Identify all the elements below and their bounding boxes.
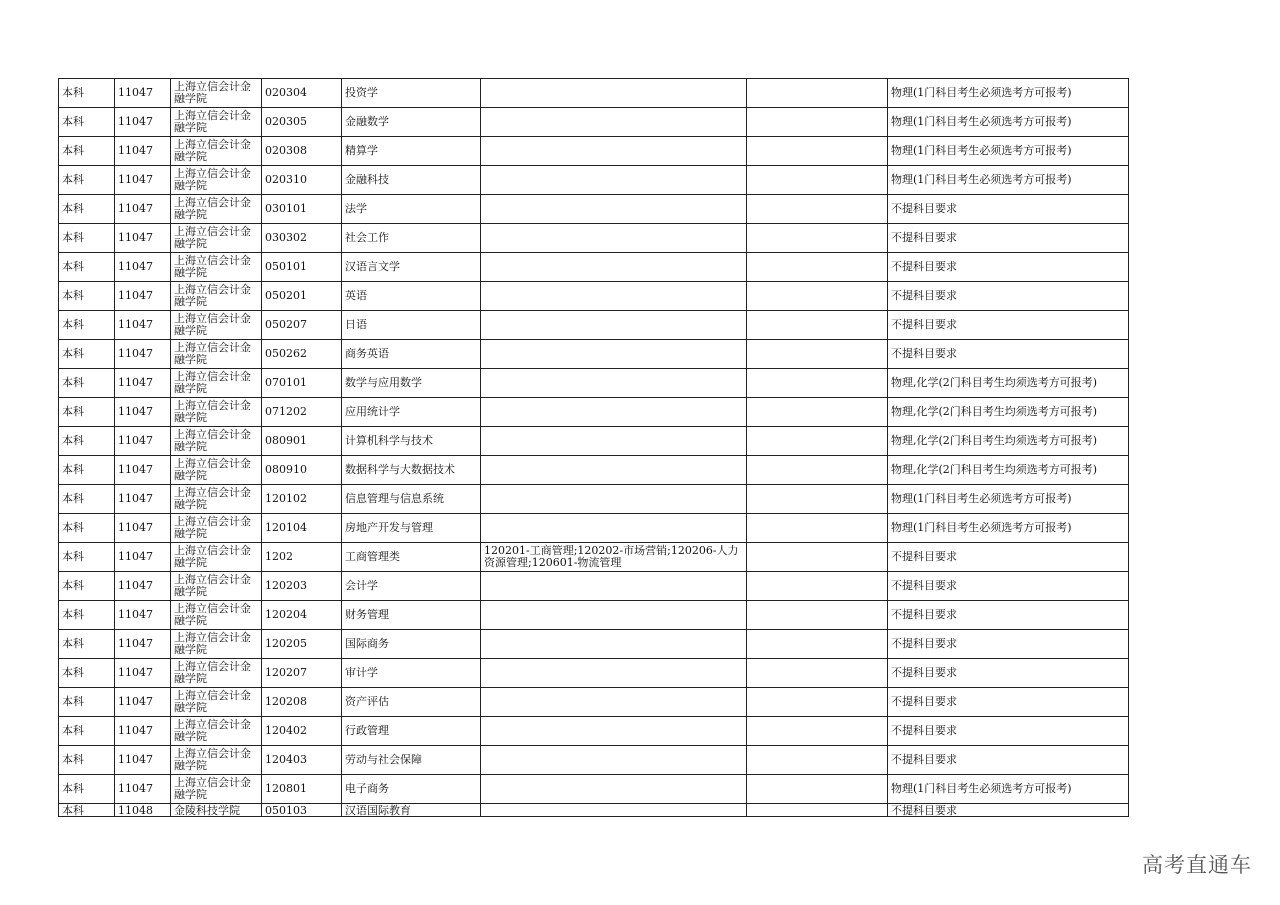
subject-requirement-cell: 不提科目要求 xyxy=(888,804,1129,817)
table-row xyxy=(59,485,1129,514)
school-code-cell: 11047 xyxy=(115,166,171,195)
school-name-cell: 上海立信会计金融学院 xyxy=(171,108,262,137)
note-cell xyxy=(747,688,888,717)
table-row xyxy=(59,775,1129,804)
level-cell: 本科 xyxy=(59,195,115,224)
subject-requirement-cell: 物理,化学(2门科目考生均须选考方可报考) xyxy=(888,398,1129,427)
major-name-cell: 计算机科学与技术 xyxy=(342,427,481,456)
note-cell xyxy=(747,340,888,369)
table-row xyxy=(59,224,1129,253)
included-majors-cell xyxy=(481,166,747,195)
included-majors-cell xyxy=(481,659,747,688)
major-name-cell: 社会工作 xyxy=(342,224,481,253)
note-cell xyxy=(747,601,888,630)
table-row xyxy=(59,543,1129,572)
level-cell: 本科 xyxy=(59,398,115,427)
school-code-cell: 11047 xyxy=(115,601,171,630)
level-cell: 本科 xyxy=(59,311,115,340)
major-name-cell: 工商管理类 xyxy=(342,543,481,572)
school-code-cell: 11047 xyxy=(115,514,171,543)
subject-requirement-cell: 不提科目要求 xyxy=(888,746,1129,775)
major-code-cell: 030302 xyxy=(262,224,342,253)
included-majors-cell xyxy=(481,108,747,137)
major-name-cell: 法学 xyxy=(342,195,481,224)
major-code-cell: 050101 xyxy=(262,253,342,282)
included-majors-cell xyxy=(481,804,747,817)
table-row xyxy=(59,340,1129,369)
subject-requirement-cell: 物理,化学(2门科目考生均须选考方可报考) xyxy=(888,369,1129,398)
included-majors-cell xyxy=(481,775,747,804)
major-code-cell: 020305 xyxy=(262,108,342,137)
school-code-cell: 11047 xyxy=(115,340,171,369)
major-name-cell: 英语 xyxy=(342,282,481,311)
level-cell: 本科 xyxy=(59,485,115,514)
major-name-cell: 信息管理与信息系统 xyxy=(342,485,481,514)
included-majors-cell xyxy=(481,427,747,456)
school-name-cell: 上海立信会计金融学院 xyxy=(171,717,262,746)
major-code-cell: 120205 xyxy=(262,630,342,659)
included-majors-cell xyxy=(481,195,747,224)
major-name-cell: 精算学 xyxy=(342,137,481,166)
note-cell xyxy=(747,79,888,108)
major-name-cell: 电子商务 xyxy=(342,775,481,804)
school-name-cell: 上海立信会计金融学院 xyxy=(171,369,262,398)
level-cell: 本科 xyxy=(59,282,115,311)
subject-requirement-cell: 物理(1门科目考生必须选考方可报考) xyxy=(888,137,1129,166)
included-majors-cell xyxy=(481,601,747,630)
included-majors-cell xyxy=(481,514,747,543)
table-row xyxy=(59,659,1129,688)
note-cell xyxy=(747,485,888,514)
table-row xyxy=(59,108,1129,137)
table-body xyxy=(59,79,1129,817)
school-name-cell: 金陵科技学院 xyxy=(171,804,262,817)
school-code-cell: 11047 xyxy=(115,485,171,514)
note-cell xyxy=(747,311,888,340)
major-name-cell: 投资学 xyxy=(342,79,481,108)
major-code-cell: 071202 xyxy=(262,398,342,427)
school-name-cell: 上海立信会计金融学院 xyxy=(171,224,262,253)
subject-requirement-cell: 不提科目要求 xyxy=(888,717,1129,746)
level-cell: 本科 xyxy=(59,108,115,137)
major-name-cell: 行政管理 xyxy=(342,717,481,746)
major-code-cell: 050201 xyxy=(262,282,342,311)
major-name-cell: 劳动与社会保障 xyxy=(342,746,481,775)
major-name-cell: 汉语言文学 xyxy=(342,253,481,282)
subject-requirement-cell: 不提科目要求 xyxy=(888,340,1129,369)
note-cell xyxy=(747,630,888,659)
major-code-cell: 120102 xyxy=(262,485,342,514)
school-code-cell: 11047 xyxy=(115,659,171,688)
included-majors-cell xyxy=(481,137,747,166)
major-name-cell: 审计学 xyxy=(342,659,481,688)
note-cell xyxy=(747,427,888,456)
school-code-cell: 11047 xyxy=(115,224,171,253)
level-cell: 本科 xyxy=(59,79,115,108)
level-cell: 本科 xyxy=(59,369,115,398)
level-cell: 本科 xyxy=(59,543,115,572)
included-majors-cell xyxy=(481,630,747,659)
included-majors-cell: 120201-工商管理;120202-市场营销;120206-人力资源管理;120601-物流管理 xyxy=(481,543,747,572)
table-row xyxy=(59,398,1129,427)
major-code-cell: 120402 xyxy=(262,717,342,746)
school-name-cell: 上海立信会计金融学院 xyxy=(171,746,262,775)
major-code-cell: 050103 xyxy=(262,804,342,817)
subject-requirement-cell: 物理,化学(2门科目考生均须选考方可报考) xyxy=(888,427,1129,456)
school-code-cell: 11047 xyxy=(115,688,171,717)
school-name-cell: 上海立信会计金融学院 xyxy=(171,688,262,717)
major-name-cell: 汉语国际教育 xyxy=(342,804,481,817)
subject-requirement-cell: 物理(1门科目考生必须选考方可报考) xyxy=(888,775,1129,804)
subject-requirement-cell: 不提科目要求 xyxy=(888,601,1129,630)
major-name-cell: 应用统计学 xyxy=(342,398,481,427)
level-cell: 本科 xyxy=(59,804,115,817)
subject-requirement-cell: 不提科目要求 xyxy=(888,311,1129,340)
major-code-cell: 120207 xyxy=(262,659,342,688)
school-name-cell: 上海立信会计金融学院 xyxy=(171,253,262,282)
note-cell xyxy=(747,746,888,775)
note-cell xyxy=(747,224,888,253)
school-code-cell: 11047 xyxy=(115,282,171,311)
table-row xyxy=(59,282,1129,311)
note-cell xyxy=(747,253,888,282)
level-cell: 本科 xyxy=(59,137,115,166)
table-row xyxy=(59,804,1129,817)
major-name-cell: 国际商务 xyxy=(342,630,481,659)
table-row xyxy=(59,137,1129,166)
school-name-cell: 上海立信会计金融学院 xyxy=(171,630,262,659)
level-cell: 本科 xyxy=(59,253,115,282)
major-code-cell: 120801 xyxy=(262,775,342,804)
subject-requirement-cell: 物理(1门科目考生必须选考方可报考) xyxy=(888,485,1129,514)
school-name-cell: 上海立信会计金融学院 xyxy=(171,166,262,195)
included-majors-cell xyxy=(481,79,747,108)
included-majors-cell xyxy=(481,224,747,253)
subject-requirement-cell: 不提科目要求 xyxy=(888,688,1129,717)
school-code-cell: 11047 xyxy=(115,746,171,775)
school-code-cell: 11047 xyxy=(115,369,171,398)
school-name-cell: 上海立信会计金融学院 xyxy=(171,572,262,601)
school-code-cell: 11047 xyxy=(115,717,171,746)
level-cell: 本科 xyxy=(59,717,115,746)
school-name-cell: 上海立信会计金融学院 xyxy=(171,311,262,340)
subject-requirement-cell: 不提科目要求 xyxy=(888,195,1129,224)
watermark-text: 高考直通车 xyxy=(1142,853,1252,877)
note-cell xyxy=(747,514,888,543)
school-code-cell: 11047 xyxy=(115,108,171,137)
level-cell: 本科 xyxy=(59,572,115,601)
subject-requirement-cell: 不提科目要求 xyxy=(888,543,1129,572)
major-code-cell: 120104 xyxy=(262,514,342,543)
major-code-cell: 080901 xyxy=(262,427,342,456)
table-row xyxy=(59,427,1129,456)
note-cell xyxy=(747,108,888,137)
level-cell: 本科 xyxy=(59,166,115,195)
school-code-cell: 11047 xyxy=(115,543,171,572)
subject-requirement-cell: 物理(1门科目考生必须选考方可报考) xyxy=(888,514,1129,543)
major-name-cell: 财务管理 xyxy=(342,601,481,630)
included-majors-cell xyxy=(481,746,747,775)
school-code-cell: 11047 xyxy=(115,79,171,108)
school-name-cell: 上海立信会计金融学院 xyxy=(171,659,262,688)
major-code-cell: 050262 xyxy=(262,340,342,369)
school-code-cell: 11047 xyxy=(115,398,171,427)
school-name-cell: 上海立信会计金融学院 xyxy=(171,514,262,543)
note-cell xyxy=(747,717,888,746)
level-cell: 本科 xyxy=(59,340,115,369)
school-name-cell: 上海立信会计金融学院 xyxy=(171,398,262,427)
note-cell xyxy=(747,166,888,195)
note-cell xyxy=(747,369,888,398)
school-code-cell: 11047 xyxy=(115,456,171,485)
note-cell xyxy=(747,572,888,601)
subject-requirement-cell: 不提科目要求 xyxy=(888,253,1129,282)
included-majors-cell xyxy=(481,282,747,311)
subject-requirement-cell: 不提科目要求 xyxy=(888,630,1129,659)
major-code-cell: 020310 xyxy=(262,166,342,195)
table-row xyxy=(59,311,1129,340)
school-name-cell: 上海立信会计金融学院 xyxy=(171,601,262,630)
major-name-cell: 金融科技 xyxy=(342,166,481,195)
school-name-cell: 上海立信会计金融学院 xyxy=(171,79,262,108)
major-name-cell: 会计学 xyxy=(342,572,481,601)
note-cell xyxy=(747,659,888,688)
major-code-cell: 080910 xyxy=(262,456,342,485)
note-cell xyxy=(747,543,888,572)
table-row xyxy=(59,79,1129,108)
note-cell xyxy=(747,398,888,427)
admission-table xyxy=(58,78,1129,817)
school-code-cell: 11047 xyxy=(115,195,171,224)
subject-requirement-cell: 不提科目要求 xyxy=(888,572,1129,601)
table-row xyxy=(59,456,1129,485)
major-name-cell: 数据科学与大数据技术 xyxy=(342,456,481,485)
table-row xyxy=(59,717,1129,746)
level-cell: 本科 xyxy=(59,659,115,688)
table-row xyxy=(59,601,1129,630)
subject-requirement-cell: 物理(1门科目考生必须选考方可报考) xyxy=(888,166,1129,195)
note-cell xyxy=(747,804,888,817)
school-code-cell: 11047 xyxy=(115,427,171,456)
school-name-cell: 上海立信会计金融学院 xyxy=(171,427,262,456)
included-majors-cell xyxy=(481,717,747,746)
level-cell: 本科 xyxy=(59,224,115,253)
note-cell xyxy=(747,137,888,166)
major-code-cell: 050207 xyxy=(262,311,342,340)
note-cell xyxy=(747,282,888,311)
school-name-cell: 上海立信会计金融学院 xyxy=(171,340,262,369)
table-row xyxy=(59,572,1129,601)
included-majors-cell xyxy=(481,572,747,601)
level-cell: 本科 xyxy=(59,456,115,485)
level-cell: 本科 xyxy=(59,427,115,456)
subject-requirement-cell: 物理(1门科目考生必须选考方可报考) xyxy=(888,79,1129,108)
major-name-cell: 数学与应用数学 xyxy=(342,369,481,398)
major-code-cell: 030101 xyxy=(262,195,342,224)
level-cell: 本科 xyxy=(59,775,115,804)
school-name-cell: 上海立信会计金融学院 xyxy=(171,137,262,166)
school-code-cell: 11047 xyxy=(115,630,171,659)
school-code-cell: 11047 xyxy=(115,572,171,601)
included-majors-cell xyxy=(481,398,747,427)
school-name-cell: 上海立信会计金融学院 xyxy=(171,195,262,224)
level-cell: 本科 xyxy=(59,746,115,775)
subject-requirement-cell: 不提科目要求 xyxy=(888,282,1129,311)
table-row xyxy=(59,166,1129,195)
table-row xyxy=(59,630,1129,659)
table-row xyxy=(59,369,1129,398)
school-name-cell: 上海立信会计金融学院 xyxy=(171,543,262,572)
subject-requirement-cell: 不提科目要求 xyxy=(888,659,1129,688)
major-code-cell: 120204 xyxy=(262,601,342,630)
subject-requirement-cell: 不提科目要求 xyxy=(888,224,1129,253)
included-majors-cell xyxy=(481,369,747,398)
major-code-cell: 120403 xyxy=(262,746,342,775)
level-cell: 本科 xyxy=(59,630,115,659)
major-code-cell: 120208 xyxy=(262,688,342,717)
subject-requirement-cell: 物理(1门科目考生必须选考方可报考) xyxy=(888,108,1129,137)
school-name-cell: 上海立信会计金融学院 xyxy=(171,485,262,514)
note-cell xyxy=(747,456,888,485)
major-code-cell: 1202 xyxy=(262,543,342,572)
major-name-cell: 商务英语 xyxy=(342,340,481,369)
level-cell: 本科 xyxy=(59,514,115,543)
school-code-cell: 11047 xyxy=(115,137,171,166)
note-cell xyxy=(747,775,888,804)
table-row xyxy=(59,688,1129,717)
level-cell: 本科 xyxy=(59,688,115,717)
table-row xyxy=(59,195,1129,224)
included-majors-cell xyxy=(481,311,747,340)
included-majors-cell xyxy=(481,456,747,485)
table-row xyxy=(59,253,1129,282)
school-code-cell: 11047 xyxy=(115,311,171,340)
major-code-cell: 020304 xyxy=(262,79,342,108)
school-name-cell: 上海立信会计金融学院 xyxy=(171,775,262,804)
school-name-cell: 上海立信会计金融学院 xyxy=(171,456,262,485)
major-name-cell: 资产评估 xyxy=(342,688,481,717)
school-code-cell: 11048 xyxy=(115,804,171,817)
note-cell xyxy=(747,195,888,224)
level-cell: 本科 xyxy=(59,601,115,630)
major-name-cell: 房地产开发与管理 xyxy=(342,514,481,543)
table-row xyxy=(59,746,1129,775)
table-row xyxy=(59,514,1129,543)
major-code-cell: 070101 xyxy=(262,369,342,398)
major-name-cell: 日语 xyxy=(342,311,481,340)
included-majors-cell xyxy=(481,688,747,717)
major-code-cell: 120203 xyxy=(262,572,342,601)
major-code-cell: 020308 xyxy=(262,137,342,166)
school-code-cell: 11047 xyxy=(115,253,171,282)
subject-requirement-cell: 物理,化学(2门科目考生均须选考方可报考) xyxy=(888,456,1129,485)
included-majors-cell xyxy=(481,253,747,282)
school-name-cell: 上海立信会计金融学院 xyxy=(171,282,262,311)
included-majors-cell xyxy=(481,340,747,369)
school-code-cell: 11047 xyxy=(115,775,171,804)
included-majors-cell xyxy=(481,485,747,514)
major-name-cell: 金融数学 xyxy=(342,108,481,137)
